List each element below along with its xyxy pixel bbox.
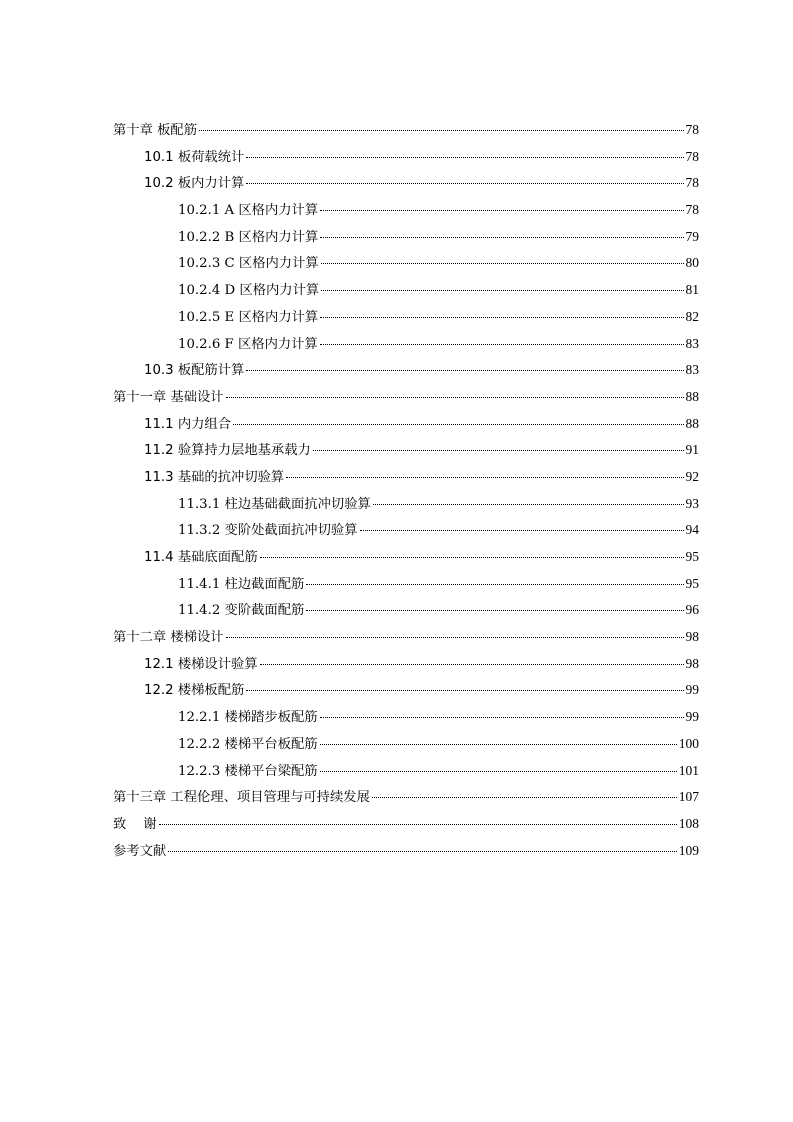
toc-entry-page: 101 (678, 762, 699, 778)
toc-entry-title: 第十章 板配筋 (113, 123, 198, 138)
toc-entry-page: 78 (685, 175, 699, 191)
toc-entry-11-4-1[interactable] (113, 571, 699, 598)
toc-dot-leader (313, 450, 684, 451)
toc-dot-leader (246, 183, 683, 184)
toc-entry-12-2-3[interactable] (113, 758, 699, 785)
toc-dot-leader (320, 744, 677, 745)
toc-entry-title: 10.2.4 D 区格内力计算 (178, 283, 320, 299)
toc-entry-title: 12.2.2 楼梯平台板配筋 (178, 736, 318, 752)
toc-dot-leader (199, 130, 683, 131)
toc-entry-title: 11.3 基础的抗冲切验算 (144, 469, 285, 485)
toc-entry-page: 94 (685, 522, 699, 538)
toc-entry-page: 93 (685, 495, 699, 511)
toc-dot-leader (260, 664, 684, 665)
toc-entry-page: 78 (685, 202, 699, 218)
toc-entry-page: 95 (685, 575, 699, 591)
toc-entry-title: 第十二章 楼梯设计 (113, 630, 224, 646)
toc-entry-title: 11.3.2 变阶处截面抗冲切验算 (178, 523, 358, 539)
toc-dot-leader (321, 263, 684, 264)
toc-entry-page: 98 (685, 655, 699, 671)
toc-entry-11-1[interactable] (113, 411, 699, 438)
toc-entry-page: 83 (685, 335, 699, 351)
toc-dot-leader (320, 771, 677, 772)
toc-entry-page: 91 (685, 442, 699, 458)
toc-entry-page: 107 (678, 789, 699, 805)
toc-entry-10-2[interactable] (113, 170, 699, 197)
toc-entry-page: 88 (685, 388, 699, 404)
toc-entry-title: 11.2 验算持力层地基承载力 (144, 443, 311, 459)
toc-entry-12-2[interactable] (113, 677, 699, 704)
toc-entry-page: 78 (685, 122, 699, 137)
toc-entry-10-3[interactable] (113, 357, 699, 384)
toc-entry-chapter-13[interactable] (113, 784, 699, 811)
toc-entry-11-3[interactable] (113, 464, 699, 491)
toc-entry-chapter-10[interactable] (113, 117, 699, 144)
toc-dot-leader (306, 584, 683, 585)
toc-entry-title: 10.2.1 A 区格内力计算 (178, 203, 319, 219)
toc-dot-leader (246, 157, 683, 158)
toc-entry-page: 92 (685, 468, 699, 484)
toc-entry-11-4[interactable] (113, 544, 699, 571)
toc-dot-leader (246, 370, 683, 371)
toc-entry-title: 12.1 楼梯设计验算 (144, 656, 258, 672)
toc-dot-leader (320, 317, 683, 318)
toc-dot-leader (286, 477, 683, 478)
toc-entry-11-3-2[interactable] (113, 517, 699, 544)
toc-entry-page: 78 (685, 148, 699, 164)
toc-dot-leader (372, 797, 677, 798)
toc-dot-leader (226, 637, 684, 638)
toc-entry-title: 11.3.1 柱边基础截面抗冲切验算 (178, 496, 371, 512)
toc-entry-page: 95 (685, 549, 699, 564)
toc-entry-12-2-1[interactable] (113, 704, 699, 731)
toc-entry-title: 10.2.3 C 区格内力计算 (178, 256, 319, 272)
toc-entry-title: 10.2.6 F 区格内力计算 (178, 336, 318, 352)
toc-entry-title: 10.2 板内力计算 (144, 176, 245, 192)
toc-entry-title: 10.2.2 B 区格内力计算 (178, 229, 319, 245)
toc-entry-page: 99 (685, 709, 699, 725)
toc-entry-title: 10.1 板荷载统计 (144, 149, 245, 165)
toc-dot-leader (321, 290, 683, 291)
toc-entry-page: 88 (685, 415, 699, 431)
toc-entry-page: 100 (678, 735, 699, 751)
toc-entry-10-2-4[interactable] (113, 277, 699, 304)
toc-entry-page: 81 (685, 282, 699, 298)
toc-entry-10-2-2[interactable] (113, 224, 699, 251)
toc-entry-title: 11.1 内力组合 (144, 416, 232, 432)
toc-dot-leader (320, 717, 684, 718)
toc-dot-leader (306, 610, 683, 611)
toc-entry-page: 82 (685, 308, 699, 324)
toc-dot-leader (233, 424, 683, 425)
toc-entry-page: 109 (678, 842, 699, 858)
toc-entry-title: 11.4 基础底面配筋 (144, 550, 258, 565)
toc-entry-acknowledgements[interactable] (113, 811, 699, 838)
toc-entry-page: 96 (685, 602, 699, 618)
toc-entry-title: 第十三章 工程伦理、项目管理与可持续发展 (113, 790, 370, 806)
toc-entry-12-1[interactable] (113, 651, 699, 678)
table-of-contents (113, 117, 699, 864)
toc-entry-page: 108 (678, 815, 699, 831)
toc-entry-page: 98 (685, 629, 699, 645)
toc-entry-references[interactable] (113, 838, 699, 865)
toc-dot-leader (168, 851, 677, 852)
toc-entry-10-2-5[interactable] (113, 304, 699, 331)
toc-dot-leader (373, 504, 684, 505)
toc-dot-leader (320, 210, 683, 211)
toc-dot-leader (226, 397, 684, 398)
toc-entry-11-2[interactable] (113, 437, 699, 464)
toc-entry-title: 11.4.2 变阶截面配筋 (178, 603, 305, 619)
toc-entry-10-2-6[interactable] (113, 331, 699, 358)
toc-entry-page: 80 (685, 255, 699, 271)
toc-entry-12-2-2[interactable] (113, 731, 699, 758)
toc-entry-page: 79 (685, 228, 699, 244)
toc-dot-leader (260, 557, 684, 558)
toc-entry-11-3-1[interactable] (113, 491, 699, 518)
toc-entry-title: 第十一章 基础设计 (113, 389, 224, 405)
toc-entry-page: 83 (685, 362, 699, 378)
toc-entry-10-1[interactable] (113, 144, 699, 171)
toc-entry-chapter-12[interactable] (113, 624, 699, 651)
toc-entry-title: 10.2.5 E 区格内力计算 (178, 309, 319, 325)
toc-dot-leader (246, 690, 683, 691)
toc-dot-leader (320, 237, 683, 238)
toc-entry-title: 11.4.1 柱边截面配筋 (178, 576, 305, 592)
toc-dot-leader (360, 530, 684, 531)
toc-entry-chapter-11[interactable] (113, 384, 699, 411)
toc-entry-10-2-1[interactable] (113, 197, 699, 224)
toc-entry-10-2-3[interactable] (113, 250, 699, 277)
toc-dot-leader (159, 824, 677, 825)
toc-entry-title: 10.3 板配筋计算 (144, 363, 245, 379)
toc-entry-title: 12.2 楼梯板配筋 (144, 683, 245, 699)
toc-entry-title: 12.2.1 楼梯踏步板配筋 (178, 710, 318, 726)
toc-entry-title: 12.2.3 楼梯平台梁配筋 (178, 763, 318, 779)
toc-entry-title: 参考文献 (113, 843, 167, 859)
toc-dot-leader (320, 344, 684, 345)
toc-entry-page: 99 (685, 682, 699, 698)
toc-entry-title: 致 谢 (113, 816, 157, 832)
toc-entry-11-4-2[interactable] (113, 597, 699, 624)
